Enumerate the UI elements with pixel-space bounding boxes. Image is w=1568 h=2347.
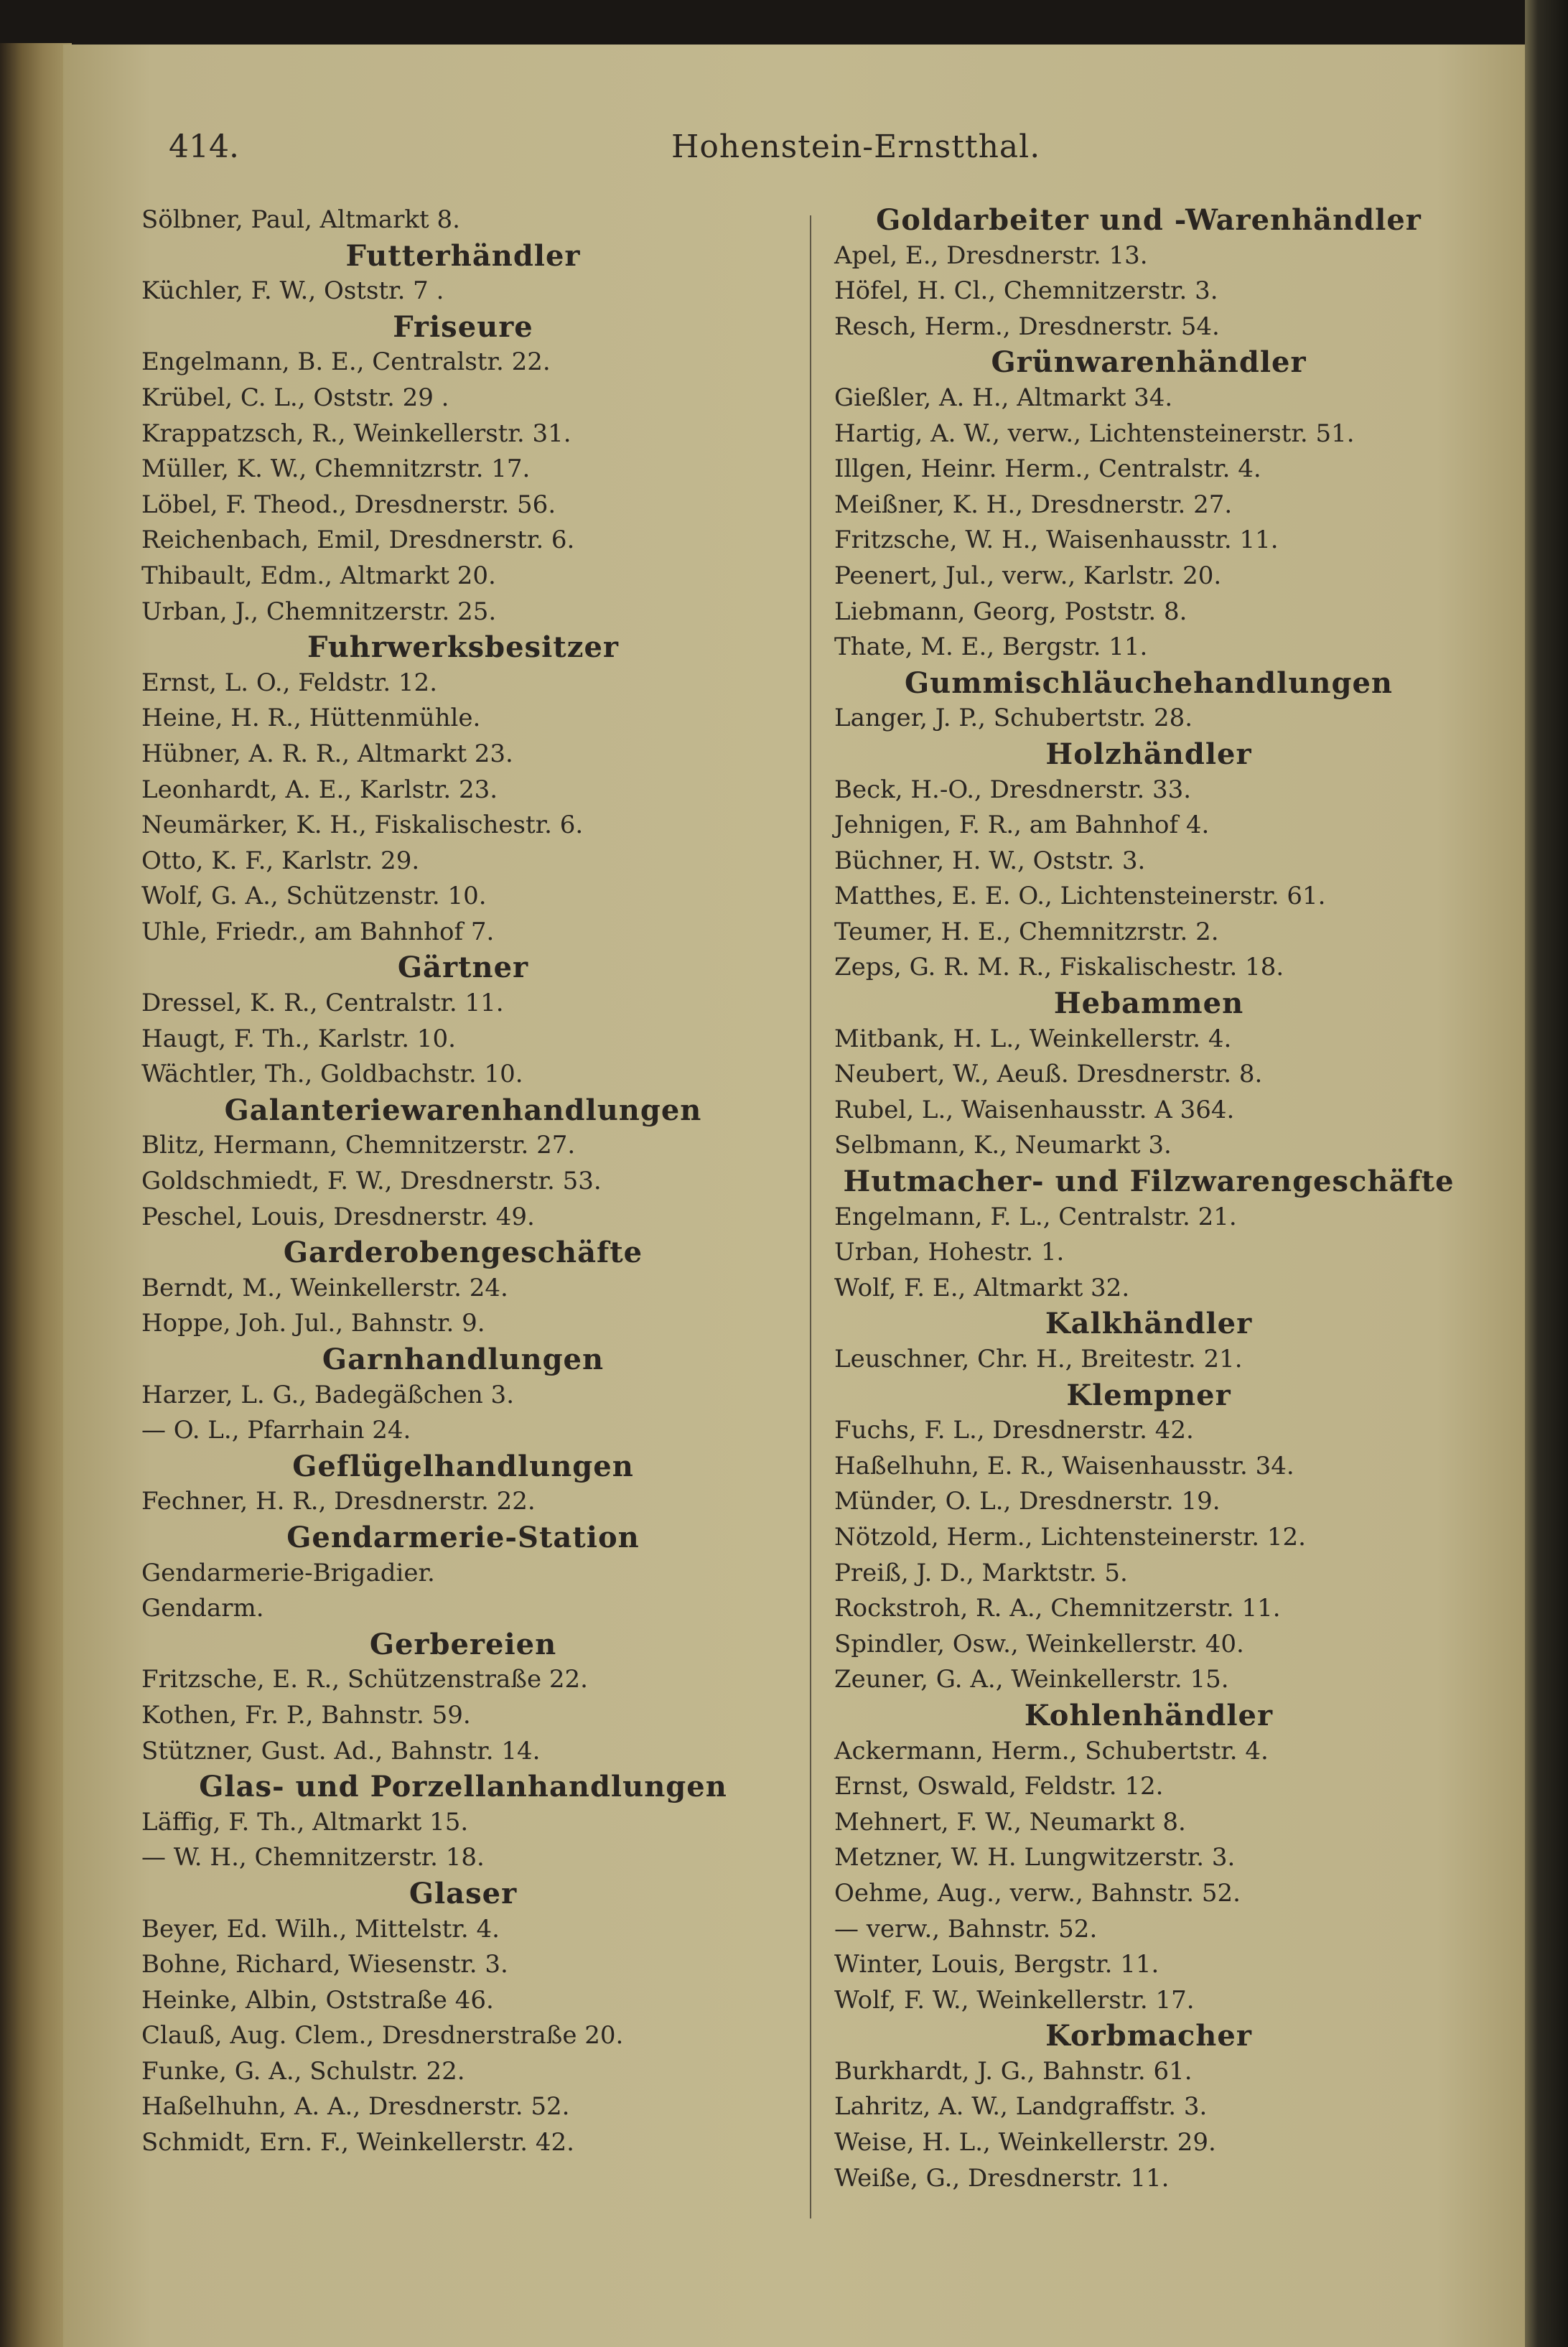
- directory-entry: Rubel, L., Waisenhausstr. A 364.: [834, 1095, 1235, 1124]
- directory-entry: Clauß, Aug. Clem., Dresdnerstraße 20.: [141, 2021, 624, 2050]
- section-heading: Gärtner: [397, 951, 529, 985]
- directory-entry: Preiß, J. D., Marktstr. 5.: [834, 1558, 1128, 1587]
- left-column: [140, 202, 786, 2161]
- directory-entry: Hübner, A. R. R., Altmarkt 23.: [141, 739, 513, 768]
- directory-entry: Thibault, Edm., Altmarkt 20.: [141, 561, 496, 590]
- directory-entry: Thate, M. E., Bergstr. 11.: [834, 633, 1148, 662]
- directory-entry: Fritzsche, E. R., Schützenstraße 22.: [141, 1665, 588, 1694]
- directory-entry: Heinke, Albin, Oststraße 46.: [141, 1985, 494, 2015]
- directory-entry: Krübel, C. L., Oststr. 29 .: [141, 383, 449, 412]
- directory-entry: Ernst, Oswald, Feldstr. 12.: [834, 1772, 1164, 1801]
- directory-entry: Lahritz, A. W., Landgraffstr. 3.: [834, 2092, 1208, 2122]
- directory-entry: Wolf, G. A., Schützenstr. 10.: [141, 882, 487, 911]
- section-heading: Geflügelhandlungen: [292, 1449, 634, 1483]
- directory-entry: Haßelhuhn, E. R., Waisenhausstr. 34.: [834, 1451, 1294, 1480]
- directory-entry: Weise, H. L., Weinkellerstr. 29.: [834, 2128, 1216, 2157]
- directory-entry: Fechner, H. R., Dresdnerstr. 22.: [141, 1487, 536, 1516]
- directory-entry: Gießler, A. H., Altmarkt 34.: [834, 383, 1173, 412]
- section-heading: Kalkhändler: [1045, 1307, 1253, 1341]
- running-title: Hohenstein-Ernstthal.: [671, 129, 1041, 165]
- page-edge: [1525, 0, 1568, 2347]
- directory-entry: Neumärker, K. H., Fiskalischestr. 6.: [141, 811, 584, 840]
- directory-entry: Winter, Louis, Bergstr. 11.: [834, 1950, 1159, 1979]
- directory-entry: Teumer, H. E., Chemnitzrstr. 2.: [834, 917, 1219, 946]
- directory-entry: Weiße, G., Dresdnerstr. 11.: [834, 2163, 1170, 2193]
- directory-entry: Höfel, H. Cl., Chemnitzerstr. 3.: [834, 276, 1218, 306]
- directory-entry: Funke, G. A., Schulstr. 22.: [141, 2056, 465, 2086]
- directory-entry: Berndt, M., Weinkellerstr. 24.: [141, 1273, 508, 1302]
- right-column: [833, 202, 1465, 2196]
- directory-entry: Illgen, Heinr. Herm., Centralstr. 4.: [834, 454, 1261, 484]
- directory-entry: Läffig, F. Th., Altmarkt 15.: [141, 1807, 469, 1837]
- directory-entry: — W. H., Chemnitzerstr. 18.: [141, 1843, 485, 1872]
- directory-entry: Zeuner, G. A., Weinkellerstr. 15.: [834, 1665, 1229, 1694]
- directory-entry: Münder, O. L., Dresdnerstr. 19.: [834, 1487, 1221, 1516]
- directory-entry: Schmidt, Ern. F., Weinkellerstr. 42.: [141, 2128, 574, 2157]
- directory-entry: Löbel, F. Theod., Dresdnerstr. 56.: [141, 490, 556, 519]
- directory-entry: Urban, Hohestr. 1.: [834, 1238, 1065, 1267]
- directory-entry: Reichenbach, Emil, Dresdnerstr. 6.: [141, 526, 575, 555]
- directory-entry: Fritzsche, W. H., Waisenhausstr. 11.: [834, 526, 1279, 555]
- directory-entry: Goldschmiedt, F. W., Dresdnerstr. 53.: [141, 1167, 602, 1196]
- section-heading: Garderobengeschäfte: [283, 1236, 643, 1270]
- section-heading: Grünwarenhändler: [991, 345, 1307, 380]
- directory-entry: Haugt, F. Th., Karlstr. 10.: [141, 1024, 456, 1053]
- directory-entry: Urban, J., Chemnitzerstr. 25.: [141, 597, 497, 626]
- directory-entry: Metzner, W. H. Lungwitzerstr. 3.: [834, 1843, 1236, 1872]
- directory-entry: Hartig, A. W., verw., Lichtensteinerstr. 51.: [834, 419, 1355, 448]
- directory-entry: Wächtler, Th., Goldbachstr. 10.: [141, 1060, 523, 1089]
- section-heading: Korbmacher: [1045, 2019, 1252, 2053]
- directory-entry: Meißner, K. H., Dresdnerstr. 27.: [834, 490, 1233, 519]
- directory-entry: Heine, H. R., Hüttenmühle.: [141, 704, 481, 733]
- section-heading: Garnhandlungen: [322, 1343, 605, 1376]
- directory-entry: Harzer, L. G., Badegäßchen 3.: [141, 1380, 514, 1409]
- directory-entry: Spindler, Osw., Weinkellerstr. 40.: [834, 1629, 1244, 1658]
- directory-entry: Langer, J. P., Schubertstr. 28.: [834, 704, 1193, 733]
- directory-entry: Sölbner, Paul, Altmarkt 8.: [141, 205, 460, 234]
- section-heading: Glas- und Porzellanhandlungen: [199, 1770, 727, 1804]
- directory-entry: Haßelhuhn, A. A., Dresdnerstr. 52.: [141, 2092, 570, 2122]
- directory-entry: Bohne, Richard, Wiesenstr. 3.: [141, 1950, 508, 1979]
- directory-entry: Ackermann, Herm., Schubertstr. 4.: [834, 1736, 1269, 1765]
- directory-entry: Engelmann, B. E., Centralstr. 22.: [141, 347, 551, 377]
- directory-entry: Neubert, W., Aeuß. Dresdnerstr. 8.: [834, 1060, 1263, 1089]
- directory-entry: Wolf, F. W., Weinkellerstr. 17.: [834, 1985, 1195, 2015]
- directory-entry: Hoppe, Joh. Jul., Bahnstr. 9.: [141, 1309, 485, 1338]
- directory-entry: Küchler, F. W., Oststr. 7 .: [141, 276, 444, 306]
- directory-entry: Uhle, Friedr., am Bahnhof 7.: [141, 917, 495, 946]
- directory-entry: Gendarmerie-Brigadier.: [141, 1558, 435, 1587]
- directory-entry: Fuchs, F. L., Dresdnerstr. 42.: [834, 1416, 1194, 1445]
- section-heading: Gerbereien: [369, 1627, 557, 1661]
- section-heading: Kohlenhändler: [1024, 1698, 1274, 1732]
- directory-entry: Ernst, L. O., Feldstr. 12.: [141, 668, 438, 697]
- directory-entry: Büchner, H. W., Oststr. 3.: [834, 846, 1146, 875]
- directory-entry: Peschel, Louis, Dresdnerstr. 49.: [141, 1202, 535, 1231]
- directory-entry: Beck, H.-O., Dresdnerstr. 33.: [834, 775, 1192, 804]
- directory-entry: Selbmann, K., Neumarkt 3.: [834, 1131, 1172, 1160]
- directory-entry: Gendarm.: [141, 1594, 264, 1623]
- directory-entry: Kothen, Fr. P., Bahnstr. 59.: [141, 1700, 471, 1730]
- directory-entry: Mitbank, H. L., Weinkellerstr. 4.: [834, 1024, 1232, 1053]
- section-heading: Gummischläuchehandlungen: [904, 666, 1394, 700]
- section-heading: Hebammen: [1053, 986, 1244, 1021]
- section-heading: Klempner: [1066, 1378, 1231, 1412]
- directory-entry: Liebmann, Georg, Poststr. 8.: [834, 597, 1187, 626]
- directory-entry: Nötzold, Herm., Lichtensteinerstr. 12.: [834, 1522, 1306, 1552]
- directory-entry: Peenert, Jul., verw., Karlstr. 20.: [834, 561, 1222, 590]
- section-heading: Fuhrwerksbesitzer: [307, 630, 619, 665]
- directory-entry: Stützner, Gust. Ad., Bahnstr. 14.: [141, 1736, 541, 1765]
- directory-entry: Rockstroh, R. A., Chemnitzerstr. 11.: [834, 1594, 1281, 1623]
- directory-entry: Blitz, Hermann, Chemnitzerstr. 27.: [141, 1131, 576, 1160]
- directory-entry: Dressel, K. R., Centralstr. 11.: [141, 989, 504, 1018]
- directory-entry: Matthes, E. E. O., Lichtensteinerstr. 61.: [834, 882, 1326, 911]
- directory-entry: Engelmann, F. L., Centralstr. 21.: [834, 1202, 1237, 1231]
- directory-entry: Wolf, F. E., Altmarkt 32.: [834, 1273, 1130, 1302]
- section-heading: Goldarbeiter und -Warenhändler: [876, 203, 1422, 237]
- directory-entry: Burkhardt, J. G., Bahnstr. 61.: [834, 2056, 1193, 2086]
- column-divider: [810, 215, 811, 2218]
- directory-entry: Jehnigen, F. R., am Bahnhof 4.: [834, 811, 1210, 840]
- section-heading: Hutmacher- und Filzwarengeschäfte: [843, 1165, 1455, 1199]
- section-heading: Friseure: [393, 309, 533, 344]
- directory-entry: Zeps, G. R. M. R., Fiskalischestr. 18.: [834, 953, 1284, 982]
- directory-entry: Otto, K. F., Karlstr. 29.: [141, 846, 420, 875]
- section-heading: Glaser: [409, 1876, 518, 1910]
- directory-entry: Resch, Herm., Dresdnerstr. 54.: [834, 312, 1220, 341]
- directory-entry: Leuschner, Chr. H., Breitestr. 21.: [834, 1345, 1243, 1373]
- section-heading: Galanteriewarenhandlungen: [224, 1093, 702, 1127]
- directory-entry: Oehme, Aug., verw., Bahnstr. 52.: [834, 1878, 1241, 1908]
- directory-entry: Beyer, Ed. Wilh., Mittelstr. 4.: [141, 1914, 500, 1944]
- directory-entry: Mehnert, F. W., Neumarkt 8.: [834, 1807, 1186, 1837]
- section-heading: Futterhändler: [345, 238, 581, 273]
- directory-entry: — O. L., Pfarrhain 24.: [141, 1416, 411, 1445]
- section-heading: Holzhändler: [1045, 737, 1252, 771]
- page-number: 414.: [169, 129, 239, 165]
- directory-entry: — verw., Bahnstr. 52.: [834, 1914, 1098, 1944]
- directory-entry: Leonhardt, A. E., Karlstr. 23.: [141, 775, 498, 804]
- page-header: [169, 126, 1439, 176]
- directory-entry: Krappatzsch, R., Weinkellerstr. 31.: [141, 419, 571, 448]
- directory-entry: Müller, K. W., Chemnitzrstr. 17.: [141, 454, 531, 484]
- book-spine: [0, 43, 72, 2347]
- directory-entry: Apel, E., Dresdnerstr. 13.: [834, 241, 1148, 270]
- section-heading: Gendarmerie-Station: [286, 1520, 640, 1554]
